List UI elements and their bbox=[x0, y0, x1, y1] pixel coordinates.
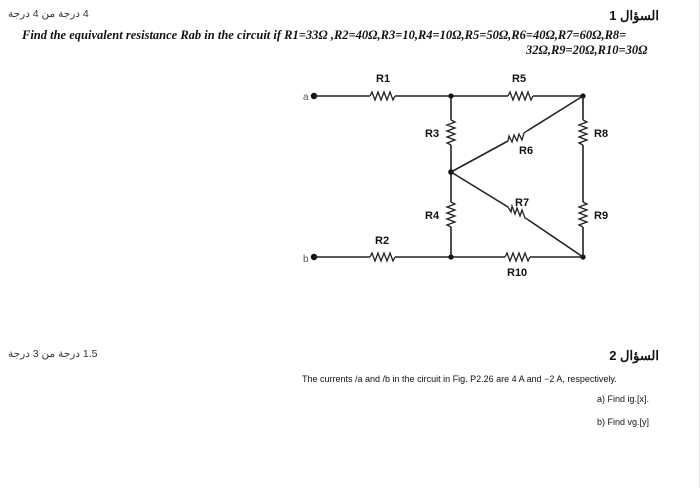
resistor-r5 bbox=[508, 92, 533, 100]
question-2-part-b: b) Find vg.[y] bbox=[596, 417, 649, 427]
resistor-r10 bbox=[505, 253, 530, 261]
terminal-a-label: a bbox=[303, 92, 309, 103]
label-r2: R2 bbox=[375, 235, 390, 247]
question-2-score: 1.5 درجة من 3 درجة bbox=[8, 348, 98, 360]
label-r9: R9 bbox=[594, 210, 609, 222]
label-r4: R4 bbox=[425, 210, 440, 222]
label-r6: R6 bbox=[519, 145, 534, 157]
terminal-b-label: b bbox=[303, 254, 309, 265]
label-r7: R7 bbox=[515, 197, 530, 209]
resistor-r4 bbox=[447, 202, 455, 227]
question-1-prompt-line-2: 32Ω,R9=20Ω,R10=30Ω bbox=[526, 43, 648, 57]
question-1-score: 4 درجة من 4 درجة bbox=[8, 8, 89, 20]
resistor-r2 bbox=[370, 253, 395, 261]
label-r8: R8 bbox=[594, 128, 609, 140]
label-r10: R10 bbox=[507, 267, 528, 279]
question-1-prompt-line-1: Find the equivalent resistance Rab in the circuit if R1=33Ω ,R2=40Ω,R3=10,R4=10Ω,R5=50Ω,R6=40Ω,R7=60Ω,R8= bbox=[22, 28, 627, 42]
resistor-r1 bbox=[370, 92, 395, 100]
question-2-title: السؤال 2 bbox=[609, 348, 659, 363]
question-2-text: The currents /a and /b in the circuit in Fig. P2.26 are 4 A and −2 A, respectively. bbox=[302, 374, 617, 384]
resistor-r9 bbox=[579, 202, 587, 227]
label-r1: R1 bbox=[376, 73, 391, 85]
question-2-part-a: a) Find ig.[x]. bbox=[596, 394, 649, 404]
resistor-r3 bbox=[447, 120, 455, 145]
label-r5: R5 bbox=[512, 73, 527, 85]
resistor-r6 bbox=[508, 131, 527, 142]
label-r3: R3 bbox=[425, 128, 440, 140]
question-1-title: السؤال 1 bbox=[609, 8, 659, 23]
question-2-card bbox=[0, 338, 700, 488]
resistor-r8 bbox=[579, 120, 587, 145]
